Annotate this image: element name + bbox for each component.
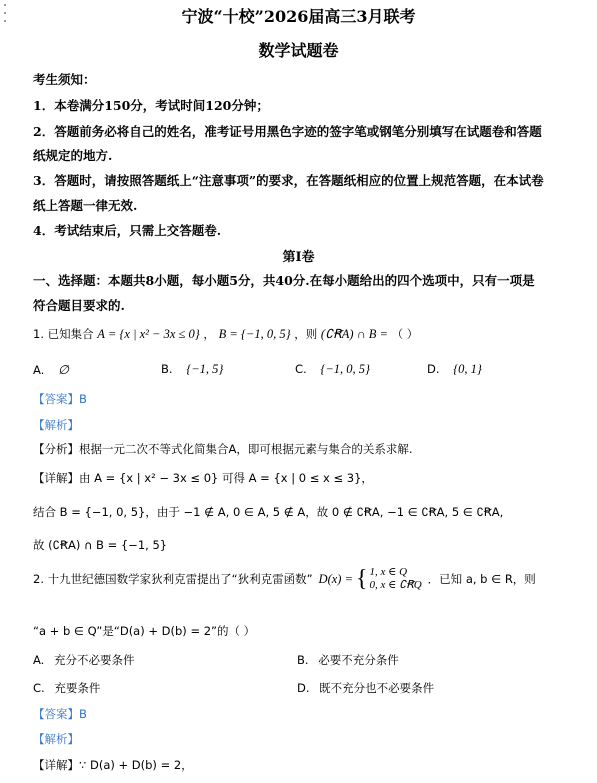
notice-item-2: 2．答题前务必将自己的姓名，准考证号用黑色字迹的签字笔或钢笔分别填写在试题卷和答题	[33, 124, 542, 139]
q2-stem-2: “a + b ∈ Q”是“D(a) + D(b) = 2”的（ ）	[33, 624, 256, 638]
q2-option-b	[297, 652, 399, 668]
q2-option-b-value: 必要不充分条件	[318, 653, 399, 667]
section-instruction-1: 一、选择题：本题共8小题，每小题5分，共40分.在每小题给出的四个选项中，只有一项是	[33, 273, 535, 288]
notice-item-4: 4．考试结束后，只需上交答题卷.	[33, 223, 222, 238]
q1-stem-prefix: 1. 已知集合	[33, 327, 94, 341]
q2-stem-1	[33, 566, 536, 592]
q2-option-c-value: 充要条件	[54, 681, 101, 695]
page-edge-mark	[4, 12, 6, 14]
q2-brace: {	[356, 566, 368, 592]
q1-detail-1: 【详解】由 A = {x | x² − 3x ≤ 0} 可得 A = {x | 0 ≤ x ≤ 3}，	[33, 471, 373, 485]
q1-analysis-text: 【分析】根据一元二次不等式化简集合A，即可根据元素与集合的关系求解.	[33, 442, 413, 456]
q2-case-2: 0, x ∈ ∁ꞦQ	[369, 579, 422, 591]
page-edge-mark	[4, 20, 6, 22]
page-edge-mark	[4, 4, 6, 6]
q2-option-d-letter: D.	[297, 681, 310, 695]
q2-option-a-value: 充分不必要条件	[53, 653, 135, 667]
q1-option-a-letter: A.	[33, 363, 45, 377]
exam-title: 宁波“十校”2026届高三3月联考	[181, 7, 416, 26]
q1-expression: (∁ꞦA) ∩ B =	[320, 327, 388, 341]
q2-analysis-label: 【解析】	[33, 732, 79, 746]
q1-option-d	[427, 362, 482, 377]
q1-option-b-value: {−1, 5}	[186, 362, 224, 376]
q1-option-a	[33, 362, 69, 378]
q1-option-d-letter: D.	[427, 362, 440, 376]
q2-option-a-letter: A.	[33, 653, 45, 667]
exam-subtitle: 数学试题卷	[258, 41, 339, 60]
q1-analysis-label: 【解析】	[33, 418, 79, 432]
notice-item-2-cont: 纸规定的地方.	[33, 148, 113, 163]
q1-sep-2: ，则	[294, 327, 318, 341]
q2-option-b-letter: B.	[297, 653, 309, 667]
q2-option-c	[33, 680, 100, 696]
q1-detail-3: 故 (∁ꞦA) ∩ B = {−1, 5}	[33, 538, 168, 552]
q1-detail-2: 结合 B = {−1, 0, 5}，由于 −1 ∉ A, 0 ∈ A, 5 ∉ A，故 0 ∉ ∁ꞦA, −1 ∈ ∁ꞦA, 5 ∈ ∁ꞦA,	[33, 505, 504, 519]
q2-piecewise	[356, 566, 422, 592]
notice-item-1: 1．本卷满分150分，考试时间120分钟；	[33, 98, 269, 113]
section-title: 第Ⅰ卷	[282, 250, 315, 265]
section-instruction-2: 符合题目要求的.	[33, 298, 125, 313]
q2-option-d-value: 既不充分也不必要条件	[319, 681, 435, 695]
q1-option-a-value: ∅	[57, 363, 69, 377]
q2-option-a	[33, 652, 134, 668]
q1-option-b-letter: B.	[161, 362, 173, 376]
q2-stem-1b: ．已知 a, b ∈ R，则	[427, 572, 536, 586]
q2-option-c-letter: C.	[33, 681, 45, 695]
notice-heading: 考生须知：	[33, 72, 96, 87]
q2-option-d	[297, 680, 434, 696]
q1-set-b: B = {−1, 0, 5}	[218, 327, 291, 341]
notice-item-3-cont: 纸上答题一律无效.	[33, 198, 138, 213]
q1-option-c-letter: C.	[295, 362, 307, 376]
q1-option-b	[161, 362, 223, 377]
q1-sep-1: ，	[203, 327, 215, 341]
q2-answer: 【答案】B	[33, 707, 87, 721]
q2-function: D(x) =	[318, 571, 354, 586]
q1-blank: （ ）	[391, 327, 419, 341]
q1-stem	[33, 326, 418, 342]
q2-detail-1: 【详解】∵ D(a) + D(b) = 2，	[33, 758, 193, 772]
q1-answer: 【答案】B	[33, 392, 87, 406]
q1-set-a: A = {x | x² − 3x ≤ 0}	[97, 327, 200, 341]
q1-option-d-value: {0, 1}	[453, 362, 482, 376]
q1-option-c-value: {−1, 0, 5}	[320, 362, 371, 376]
q2-stem-1a: 2. 十九世纪德国数学家狄利克雷提出了“狄利克雷函数”	[33, 572, 313, 586]
q2-case-1: 1, x ∈ Q	[369, 566, 408, 578]
notice-item-3: 3．答题时，请按照答题纸上“注意事项”的要求，在答题纸相应的位置上规范答题，在本试卷	[33, 173, 544, 188]
q1-option-c	[295, 362, 370, 377]
